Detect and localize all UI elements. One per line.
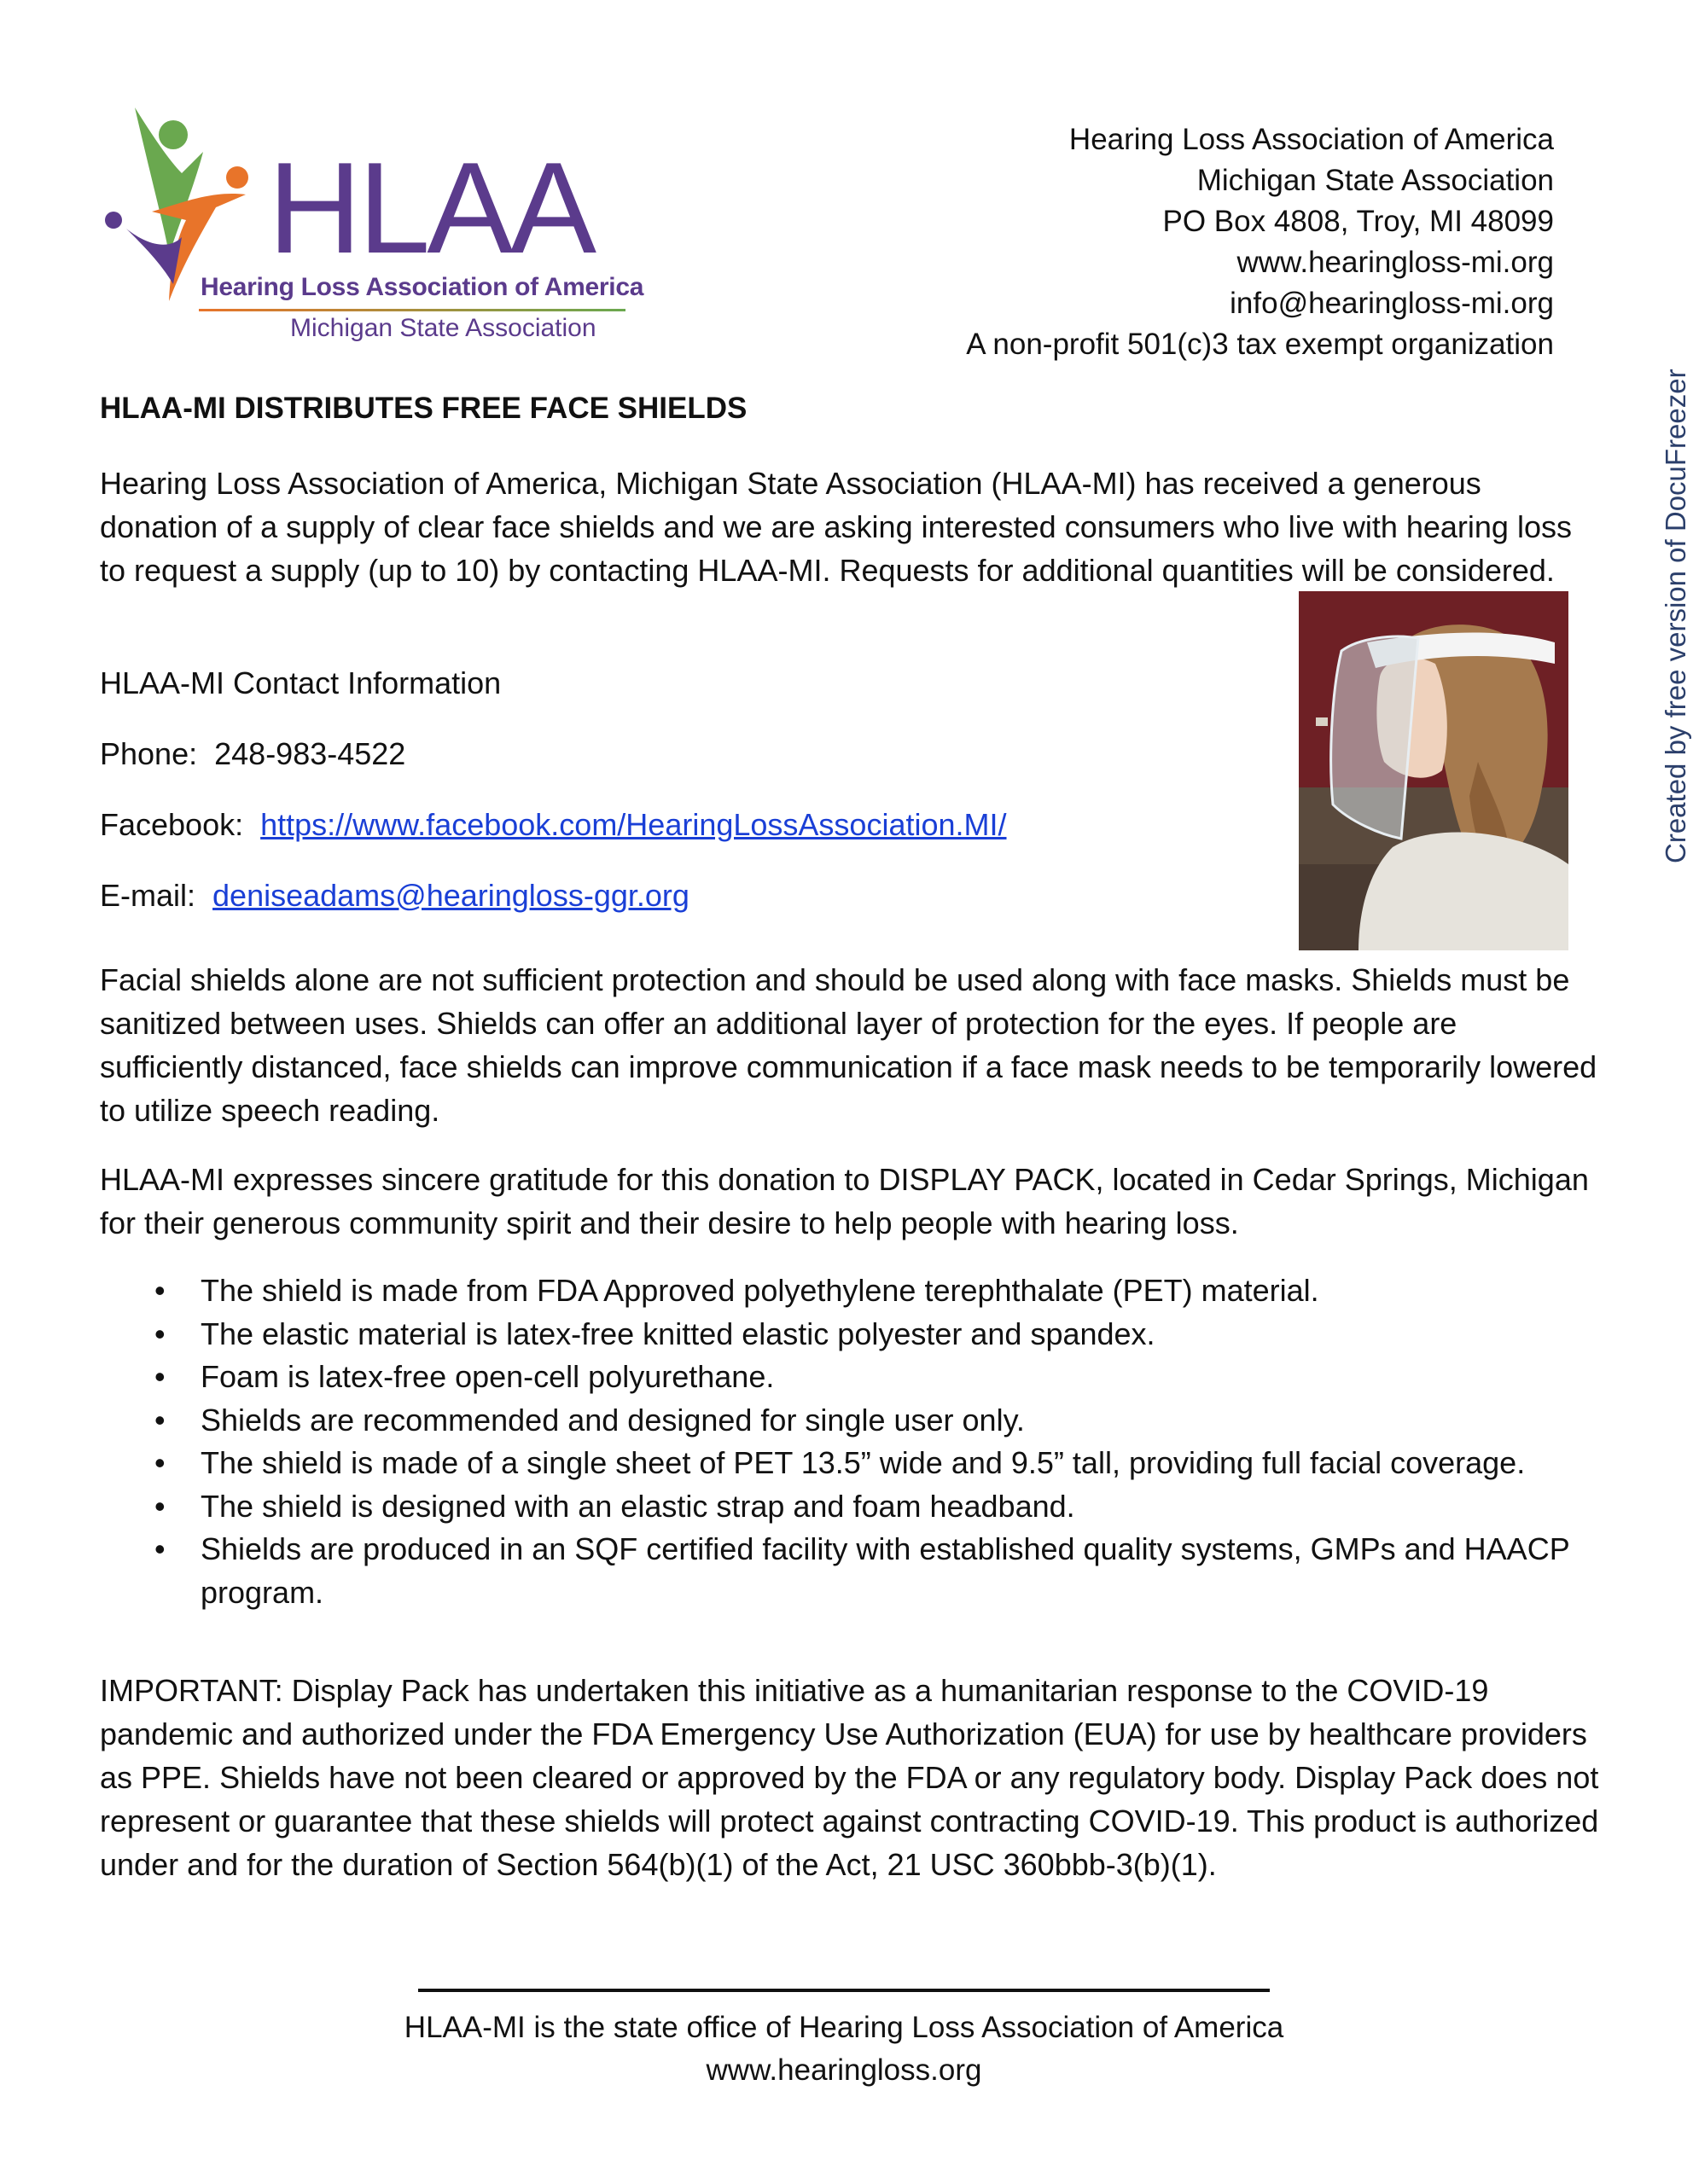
- list-item: • The shield is made of a single sheet of PET 13.5” wide and 9.5” tall, providing full facial coverage.: [100, 1442, 1585, 1485]
- address-email: info@hearingloss-mi.org: [1230, 287, 1554, 320]
- phone-label: Phone:: [100, 736, 198, 771]
- address-website: www.hearingloss-mi.org: [1236, 246, 1554, 279]
- bullet-icon: •: [154, 1488, 166, 1524]
- list-item: • Shields are recommended and designed for single user only.: [100, 1399, 1585, 1443]
- logo-org-name: Hearing Loss Association of America: [201, 273, 644, 301]
- shield-facts-list: [100, 1269, 1585, 1614]
- face-shield-photo-icon: [1299, 591, 1568, 950]
- letterhead-address: [966, 119, 1554, 365]
- footer-line: HLAA-MI is the state office of Hearing Loss Association of America: [404, 2011, 1284, 2044]
- bullet-icon: •: [154, 1359, 166, 1394]
- docufreezer-watermark: Created by free version of DocuFreezer: [1660, 369, 1691, 863]
- bullet-icon: •: [154, 1402, 166, 1438]
- gratitude-paragraph: HLAA-MI expresses sincere gratitude for this donation to DISPLAY PACK, located in Cedar Springs, Michigan for their generous community spirit and their desire to help people with hearing loss.: [100, 1162, 1589, 1240]
- logo-divider: [199, 309, 625, 311]
- list-item: • The shield is designed with an elastic strap and foam headband.: [100, 1485, 1585, 1529]
- footer-divider: [418, 1989, 1270, 1992]
- logo-chapter-name: Michigan State Association: [290, 314, 596, 342]
- hlaa-logo: [101, 101, 644, 357]
- bullet-icon: •: [154, 1273, 166, 1308]
- woman-wearing-face-shield-photo: [1299, 591, 1568, 950]
- address-line: Hearing Loss Association of America: [1068, 123, 1554, 156]
- address-line: A non-profit 501(c)3 tax exempt organization: [966, 328, 1554, 361]
- bullet-icon: •: [154, 1445, 166, 1480]
- email-link[interactable]: deniseadams@hearingloss-ggr.org: [212, 878, 689, 913]
- address-line: Michigan State Association: [1196, 164, 1554, 197]
- facebook-link[interactable]: https://www.facebook.com/HearingLossAssociation.MI/: [260, 807, 1007, 842]
- list-item: • The elastic material is latex-free knitted elastic polyester and spandex.: [100, 1313, 1585, 1356]
- list-item: • The shield is made from FDA Approved polyethylene terephthalate (PET) material.: [100, 1269, 1585, 1313]
- intro-paragraph: Hearing Loss Association of America, Michigan State Association (HLAA-MI) has received a generous donation of a supply of clear face shields and we are asking interested consumers who live with hearing loss to request a supply (up to 10) by contacting HLAA-MI. Requests for additional quantities will be considered.: [100, 466, 1572, 588]
- bullet-icon: •: [154, 1531, 166, 1566]
- phone-number: 248-983-4522: [214, 736, 406, 771]
- footer-website: www.hearingloss.org: [706, 2053, 982, 2087]
- footer: [0, 2007, 1688, 2092]
- protection-note-paragraph: Facial shields alone are not sufficient protection and should be used along with face masks. Shields must be sanitized between uses. Shields can offer an additional layer of protection for the eyes. If people are sufficiently distanced, face shields can improve communication if a face mask needs to be temporarily lowered to utilize speech reading.: [100, 962, 1597, 1128]
- list-item: • Foam is latex-free open-cell polyurethane.: [100, 1356, 1585, 1399]
- logo-wordmark: HLAA: [268, 136, 594, 281]
- email-label: E-mail:: [100, 878, 196, 913]
- facebook-label: Facebook:: [100, 807, 244, 842]
- headline: HLAA-MI DISTRIBUTES FREE FACE SHIELDS: [100, 392, 748, 425]
- address-line: PO Box 4808, Troy, MI 48099: [1162, 205, 1554, 238]
- contact-heading: HLAA-MI Contact Information: [100, 665, 502, 700]
- important-notice-paragraph: IMPORTANT: Display Pack has undertaken this initiative as a humanitarian response to the COVID-19 pandemic and authorized under the FDA Emergency Use Authorization (EUA) for use by healthcare providers as PPE. Shields have not been cleared or approved by the FDA or any regulatory body. Display Pack does not represent or guarantee that these shields will protect against contracting COVID-19. This product is authorized under and for the duration of Section 564(b)(1) of the Act, 21 USC 360bbb-3(b)(1).: [100, 1673, 1599, 1882]
- bullet-icon: •: [154, 1316, 166, 1351]
- list-item: • Shields are produced in an SQF certified facility with established quality systems, GMPs and HAACP program.: [100, 1528, 1585, 1614]
